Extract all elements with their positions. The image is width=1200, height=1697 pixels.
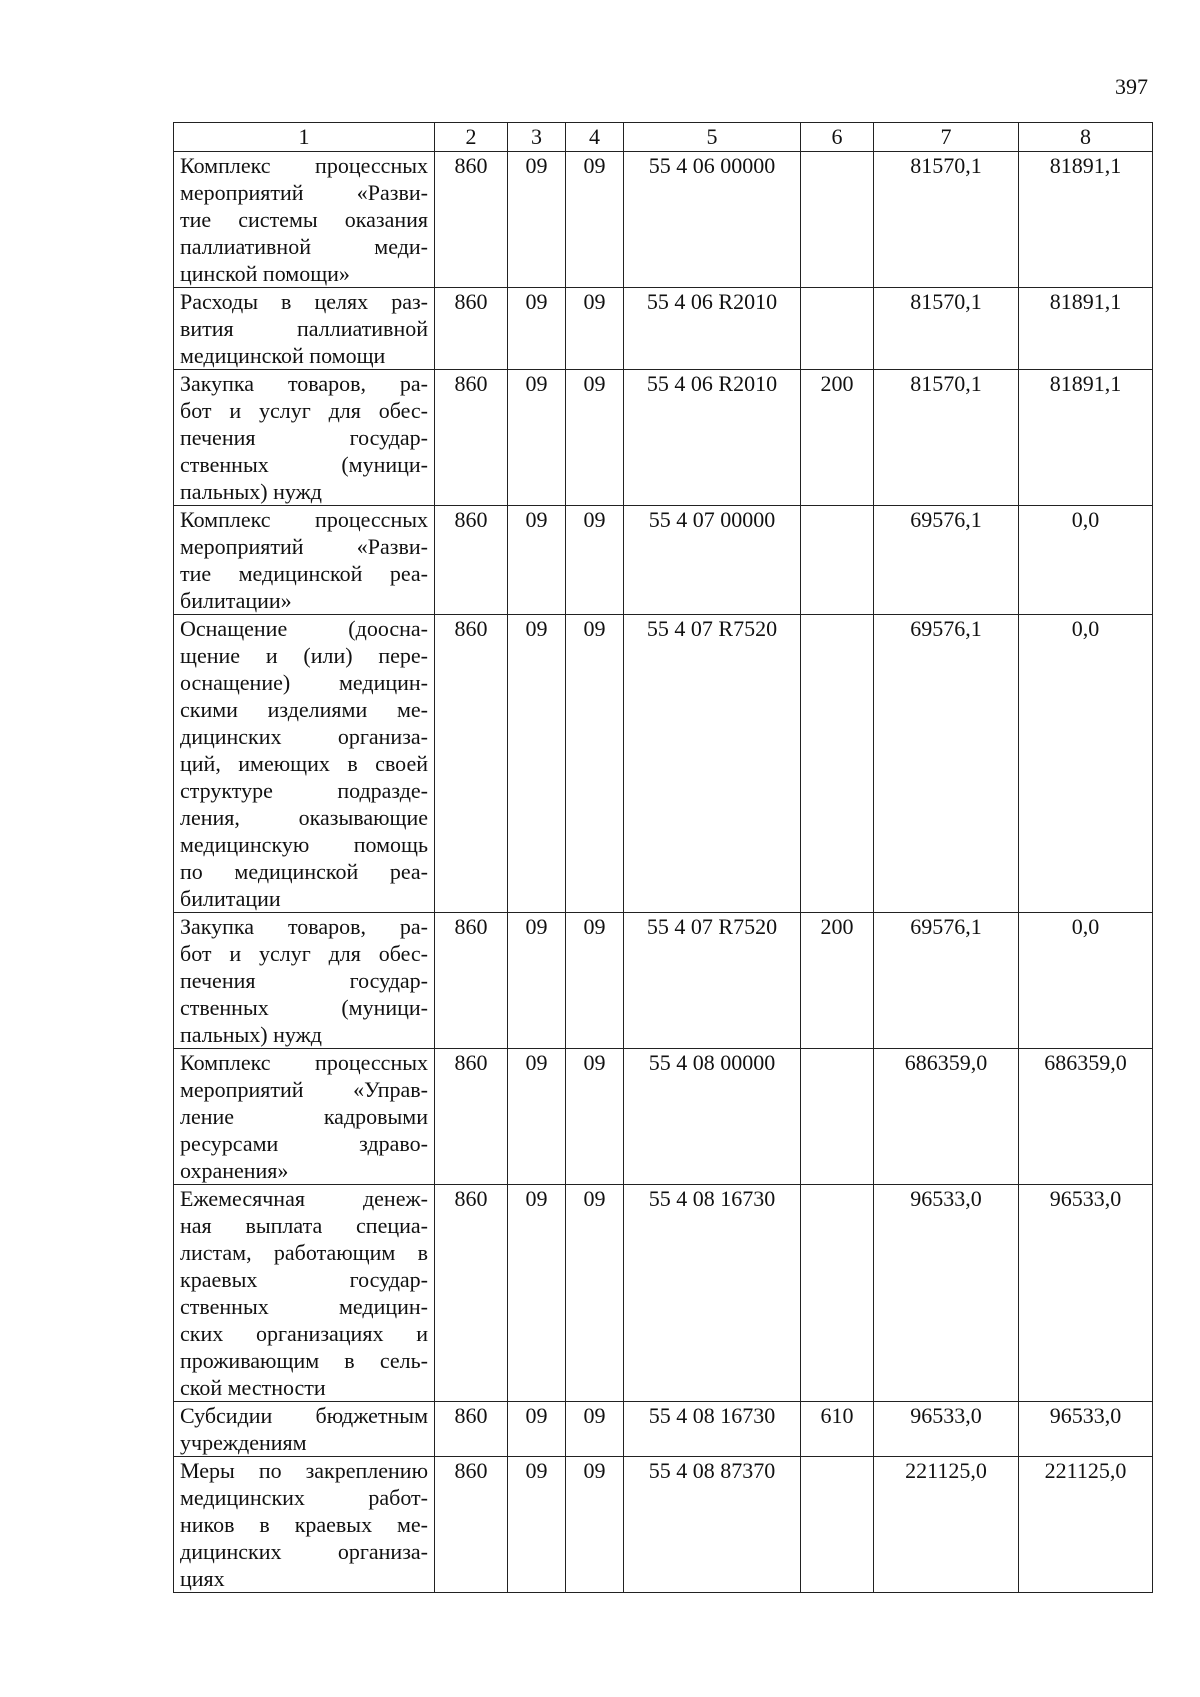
row-name-line: мероприятий «Разви- [180,180,428,205]
amount-year1-cell: 686359,0 [874,1049,1019,1185]
amount-year2-cell: 81891,1 [1019,288,1153,370]
row-name-line: дицинских организа- [180,1539,428,1564]
ministry-code-cell: 860 [435,1049,508,1185]
subsection-code-cell: 09 [566,1457,624,1593]
amount-year2-cell: 0,0 [1019,506,1153,615]
amount-year1-cell: 81570,1 [874,288,1019,370]
target-article-cell: 55 4 08 16730 [624,1402,801,1457]
expense-type-cell [801,1457,874,1593]
row-name-line: ресурсами здраво- [180,1131,428,1156]
expense-type-cell [801,152,874,288]
row-name-cell [174,1185,435,1402]
table-row [174,506,1153,615]
budget-table [173,122,1153,1593]
ministry-code-cell: 860 [435,370,508,506]
row-name-line: Комплекс процессных [180,1050,428,1075]
target-article-cell: 55 4 06 R2010 [624,370,801,506]
amount-year2-cell: 0,0 [1019,913,1153,1049]
amount-year1-cell: 221125,0 [874,1457,1019,1593]
expense-type-cell: 200 [801,913,874,1049]
row-name-cell [174,1402,435,1457]
amount-year2-cell: 96533,0 [1019,1402,1153,1457]
row-name-line: по медицинской реа- [180,859,428,884]
row-name-line: ления, оказывающие [180,805,428,830]
ministry-code-cell: 860 [435,506,508,615]
row-name-line: Закупка товаров, ра- [180,914,428,939]
row-name-line: дицинских организа- [180,724,428,749]
row-name-cell [174,1049,435,1185]
subsection-code-cell: 09 [566,152,624,288]
row-name-line: билитации [180,886,281,911]
row-name-cell [174,1457,435,1593]
target-article-cell: 55 4 08 16730 [624,1185,801,1402]
row-name-cell [174,615,435,913]
row-name-line: краевых государ- [180,1267,428,1292]
row-name-line: Расходы в целях раз- [180,289,428,314]
section-code-cell: 09 [508,1402,566,1457]
row-name-line: Меры по закреплению [180,1458,428,1483]
expense-type-cell [801,1185,874,1402]
row-name-line: скими изделиями ме- [180,697,428,722]
row-name-line: структуре подразде- [180,778,428,803]
row-name-line: щение и (или) пере- [180,643,428,668]
target-article-cell: 55 4 08 87370 [624,1457,801,1593]
section-code-cell: 09 [508,1049,566,1185]
row-name-line: тие медицинской реа- [180,561,428,586]
section-code-cell: 09 [508,370,566,506]
amount-year1-cell: 69576,1 [874,506,1019,615]
table-row [174,1185,1153,1402]
subsection-code-cell: 09 [566,615,624,913]
ministry-code-cell: 860 [435,1402,508,1457]
column-header: 4 [566,123,624,152]
column-header: 1 [174,123,435,152]
section-code-cell: 09 [508,1185,566,1402]
row-name-line: ственных медицин- [180,1294,428,1319]
amount-year1-cell: 96533,0 [874,1185,1019,1402]
amount-year2-cell: 221125,0 [1019,1457,1153,1593]
row-name-line: мероприятий «Управ- [180,1077,428,1102]
row-name-cell [174,152,435,288]
row-name-line: Закупка товаров, ра- [180,371,428,396]
section-code-cell: 09 [508,1457,566,1593]
row-name-line: тие системы оказания [180,207,428,232]
target-article-cell: 55 4 06 R2010 [624,288,801,370]
row-name-line: Ежемесячная денеж- [180,1186,428,1211]
row-name-line: Оснащение (доосна- [180,616,428,641]
row-name-line: печения государ- [180,425,428,450]
subsection-code-cell: 09 [566,1185,624,1402]
row-name-cell [174,370,435,506]
expense-type-cell [801,1049,874,1185]
row-name-line: пальных) нужд [180,479,323,504]
subsection-code-cell: 09 [566,1049,624,1185]
row-name-line: ление кадровыми [180,1104,428,1129]
ministry-code-cell: 860 [435,1457,508,1593]
column-header: 7 [874,123,1019,152]
row-name-line: вития паллиативной [180,316,428,341]
row-name-line: Комплекс процессных [180,153,428,178]
amount-year2-cell: 81891,1 [1019,152,1153,288]
amount-year1-cell: 69576,1 [874,913,1019,1049]
expense-type-cell: 610 [801,1402,874,1457]
row-name-line: медицинскую помощь [180,832,428,857]
row-name-line: паллиативной меди- [180,234,428,259]
expense-type-cell [801,288,874,370]
amount-year1-cell: 96533,0 [874,1402,1019,1457]
table-row [174,370,1153,506]
table-row [174,913,1153,1049]
section-code-cell: 09 [508,615,566,913]
table-row [174,152,1153,288]
section-code-cell: 09 [508,913,566,1049]
target-article-cell: 55 4 07 R7520 [624,913,801,1049]
column-header: 3 [508,123,566,152]
row-name-cell [174,506,435,615]
column-header: 8 [1019,123,1153,152]
amount-year1-cell: 81570,1 [874,370,1019,506]
ministry-code-cell: 860 [435,152,508,288]
row-name-line: бот и услуг для обес- [180,398,428,423]
ministry-code-cell: 860 [435,1185,508,1402]
row-name-line: медицинской помощи [180,343,386,368]
row-name-line: ников в краевых ме- [180,1512,428,1537]
table-header-row [174,123,1153,152]
row-name-line: циях [180,1566,225,1591]
ministry-code-cell: 860 [435,615,508,913]
row-name-line: проживающим в сель- [180,1348,428,1373]
row-name-line: ственных (муници- [180,452,428,477]
row-name-line: учреждениям [180,1430,307,1455]
row-name-line: ской местности [180,1375,326,1400]
ministry-code-cell: 860 [435,913,508,1049]
table-row [174,1457,1153,1593]
amount-year2-cell: 686359,0 [1019,1049,1153,1185]
page-number: 397 [1115,74,1148,99]
row-name-line: пальных) нужд [180,1022,323,1047]
amount-year1-cell: 81570,1 [874,152,1019,288]
table-row [174,615,1153,913]
row-name-line: Комплекс процессных [180,507,428,532]
row-name-line: ственных (муници- [180,995,428,1020]
row-name-line: Субсидии бюджетным [180,1403,428,1428]
row-name-line: цинской помощи» [180,261,350,286]
amount-year1-cell: 69576,1 [874,615,1019,913]
table-row [174,1049,1153,1185]
target-article-cell: 55 4 08 00000 [624,1049,801,1185]
section-code-cell: 09 [508,152,566,288]
expense-type-cell [801,506,874,615]
subsection-code-cell: 09 [566,913,624,1049]
target-article-cell: 55 4 06 00000 [624,152,801,288]
row-name-cell [174,288,435,370]
column-header: 2 [435,123,508,152]
subsection-code-cell: 09 [566,288,624,370]
expense-type-cell [801,615,874,913]
target-article-cell: 55 4 07 00000 [624,506,801,615]
target-article-cell: 55 4 07 R7520 [624,615,801,913]
row-name-line: ций, имеющих в своей [180,751,428,776]
ministry-code-cell: 860 [435,288,508,370]
table-row [174,1402,1153,1457]
section-code-cell: 09 [508,288,566,370]
row-name-line: медицинских работ- [180,1485,428,1510]
row-name-line: охранения» [180,1158,289,1183]
column-header: 5 [624,123,801,152]
subsection-code-cell: 09 [566,1402,624,1457]
row-name-line: листам, работающим в [180,1240,428,1265]
row-name-line: оснащение) медицин- [180,670,428,695]
section-code-cell: 09 [508,506,566,615]
row-name-line: ная выплата специа- [180,1213,428,1238]
row-name-line: печения государ- [180,968,428,993]
row-name-cell [174,913,435,1049]
expense-type-cell: 200 [801,370,874,506]
subsection-code-cell: 09 [566,506,624,615]
column-header: 6 [801,123,874,152]
amount-year2-cell: 0,0 [1019,615,1153,913]
row-name-line: бот и услуг для обес- [180,941,428,966]
amount-year2-cell: 96533,0 [1019,1185,1153,1402]
amount-year2-cell: 81891,1 [1019,370,1153,506]
row-name-line: билитации» [180,588,292,613]
subsection-code-cell: 09 [566,370,624,506]
row-name-line: ских организациях и [180,1321,428,1346]
table-row [174,288,1153,370]
row-name-line: мероприятий «Разви- [180,534,428,559]
